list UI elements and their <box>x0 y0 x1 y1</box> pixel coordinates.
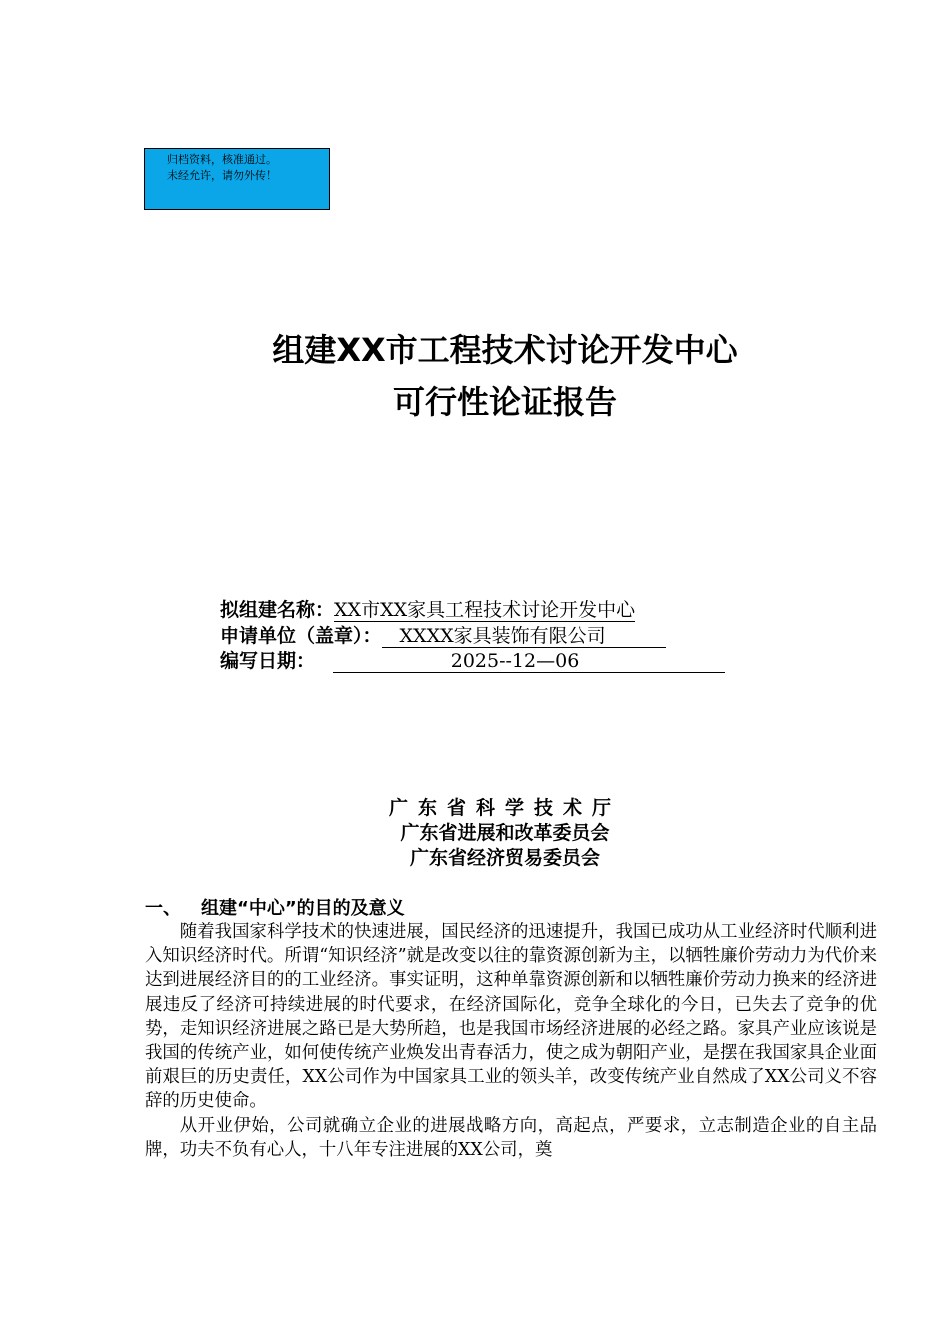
archive-stamp <box>144 148 330 210</box>
section-heading <box>145 896 405 922</box>
paragraph-2: 从开业伊始，公司就确立企业的进展战略方向，高起点，严要求，立志制造企业的自主品牌，功夫不负有心人，十八年专注进展的XX公司，奠 <box>145 1115 877 1160</box>
issuer-2: 广东省进展和改革委员会 <box>400 822 610 844</box>
document-title-line-1: 组建XX市工程技术讨论开发中心 <box>272 331 738 369</box>
applicant-value: XXXX家具装饰有限公司 <box>382 625 666 648</box>
name-value: XX市XX家具工程技术讨论开发中心 <box>334 599 636 621</box>
date-label: 编写日期： <box>220 650 316 672</box>
date-value: 2025--12—06 <box>333 650 725 673</box>
name-label: 拟组建名称： <box>220 599 335 621</box>
paragraph-1: 随着我国家科学技术的快速进展，国民经济的迅速提升，我国已成功从工业经济时代顺利进入知识经济时代。所谓“知识经济”就是改变以往的靠资源创新为主，以牺牲廉价劳动力为代价来达到进展经济目的的工业经济。事实证明，这种单靠资源创新和以牺牲廉价劳动力换来的经济进展违反了经济可持续进展的时代要求，在经济国际化，竞争全球化的今日，已失去了竞争的优势，走知识经济进展之路已是大势所趋，也是我国市场经济进展的必经之路。家具产业应该说是我国的传统产业，如何使传统产业焕发出青春活力，使之成为朝阳产业，是摆在我国家具企业面前艰巨的历史责任，XX公司作为中国家具工业的领头羊，改变传统产业自然成了XX公司义不容辞的历史使命。 <box>145 922 877 1112</box>
info-row-name <box>220 597 635 623</box>
section-number: 一、 <box>145 898 181 919</box>
document-title-line-2: 可行性论证报告 <box>392 383 617 421</box>
section-body <box>145 920 877 1162</box>
applicant-label: 申请单位（盖章）： <box>220 625 382 647</box>
section-heading-text: 组建“中心”的目的及意义 <box>201 898 405 919</box>
stamp-line-1: 归档资料，核准通过。 <box>167 153 277 166</box>
stamp-line-2: 未经允许，请勿外传！ <box>167 169 277 182</box>
info-row-applicant <box>220 623 666 649</box>
issuer-3: 广东省经济贸易委员会 <box>409 847 600 869</box>
issuer-1: 广东省科学技术厅 <box>388 797 621 819</box>
info-row-date <box>220 648 725 674</box>
